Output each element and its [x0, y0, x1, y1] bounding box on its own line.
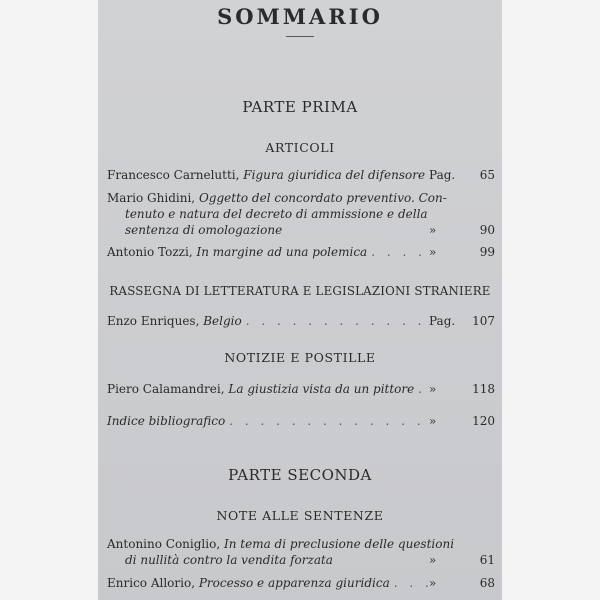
- entry-author: Piero Calamandrei,: [107, 382, 225, 396]
- entry-title: Indice bibliografico: [107, 414, 226, 428]
- toc-entry: [107, 574, 495, 592]
- title-rule: [286, 36, 314, 37]
- toc-entry: [107, 312, 495, 330]
- entry-page: 65: [479, 168, 495, 182]
- entry-mark: »: [429, 553, 437, 567]
- entry-page: 120: [472, 414, 495, 428]
- entry-page: 61: [479, 553, 495, 567]
- dot-leader: [367, 243, 429, 261]
- entry-mark: Pag.: [429, 168, 456, 182]
- toc-entry-continued: [125, 221, 495, 239]
- dot-leader: [242, 312, 429, 330]
- entry-title-line2: di nullità contro la vendita forzata: [125, 553, 333, 567]
- toc-entry: [107, 243, 495, 261]
- entry-mark: »: [429, 414, 437, 428]
- articoli-heading: ARTICOLI: [265, 140, 335, 155]
- entry-mark: »: [429, 223, 437, 237]
- entry-author: Francesco Carnelutti,: [107, 168, 240, 182]
- dot-leader: [225, 412, 429, 430]
- entry-author: Antonio Tozzi,: [107, 245, 193, 259]
- part-one-heading: PARTE PRIMA: [242, 98, 358, 116]
- entry-title-line1: In tema di preclusione delle questioni: [223, 537, 455, 551]
- toc-entry-continued: [125, 551, 495, 569]
- entry-title: Figura giuridica del difensore: [243, 168, 426, 182]
- entry-author: Enzo Enriques,: [107, 314, 200, 328]
- note-heading: NOTE ALLE SENTENZE: [216, 508, 384, 523]
- entry-page: 107: [472, 314, 495, 328]
- entry-title: Processo e apparenza giuridica: [198, 576, 390, 590]
- entry-mark: »: [429, 245, 437, 259]
- entry-title-line3: sentenza di omologazione: [125, 223, 283, 237]
- entry-mark: »: [429, 576, 437, 590]
- book-page: [98, 0, 502, 600]
- entry-title: La giustizia vista da un pittore: [228, 382, 415, 396]
- left-margin: [0, 0, 98, 600]
- part-two-heading: PARTE SECONDA: [228, 466, 372, 484]
- entry-author: Mario Ghidini,: [107, 191, 196, 205]
- entry-mark: »: [429, 382, 437, 396]
- entry-title: Belgio: [203, 314, 242, 328]
- entry-page: 68: [479, 576, 495, 590]
- entry-title: In margine ad una polemica: [196, 245, 368, 259]
- entry-page: 90: [479, 223, 495, 237]
- page-title: SOMMARIO: [217, 4, 383, 29]
- rassegna-heading: RASSEGNA DI LETTERATURA E LEGISLAZIONI STRANIERE: [109, 284, 491, 298]
- toc-entry: [107, 166, 495, 184]
- toc-entry: [107, 380, 495, 398]
- entry-title-line2: tenuto e natura del decreto di ammissione e della: [125, 207, 428, 221]
- entry-page: 99: [479, 245, 495, 259]
- toc-entry: [107, 412, 495, 430]
- entry-title-line1: Oggetto del concordato preventivo. Con-: [198, 191, 447, 205]
- dot-leader: [390, 574, 429, 592]
- entry-page: 118: [472, 382, 495, 396]
- notizie-heading: NOTIZIE E POSTILLE: [224, 350, 376, 365]
- right-margin: [502, 0, 600, 600]
- entry-author: Enrico Allorio,: [107, 576, 196, 590]
- dot-leader: [414, 380, 429, 398]
- entry-mark: Pag.: [429, 314, 456, 328]
- entry-author: Antonino Coniglio,: [107, 537, 221, 551]
